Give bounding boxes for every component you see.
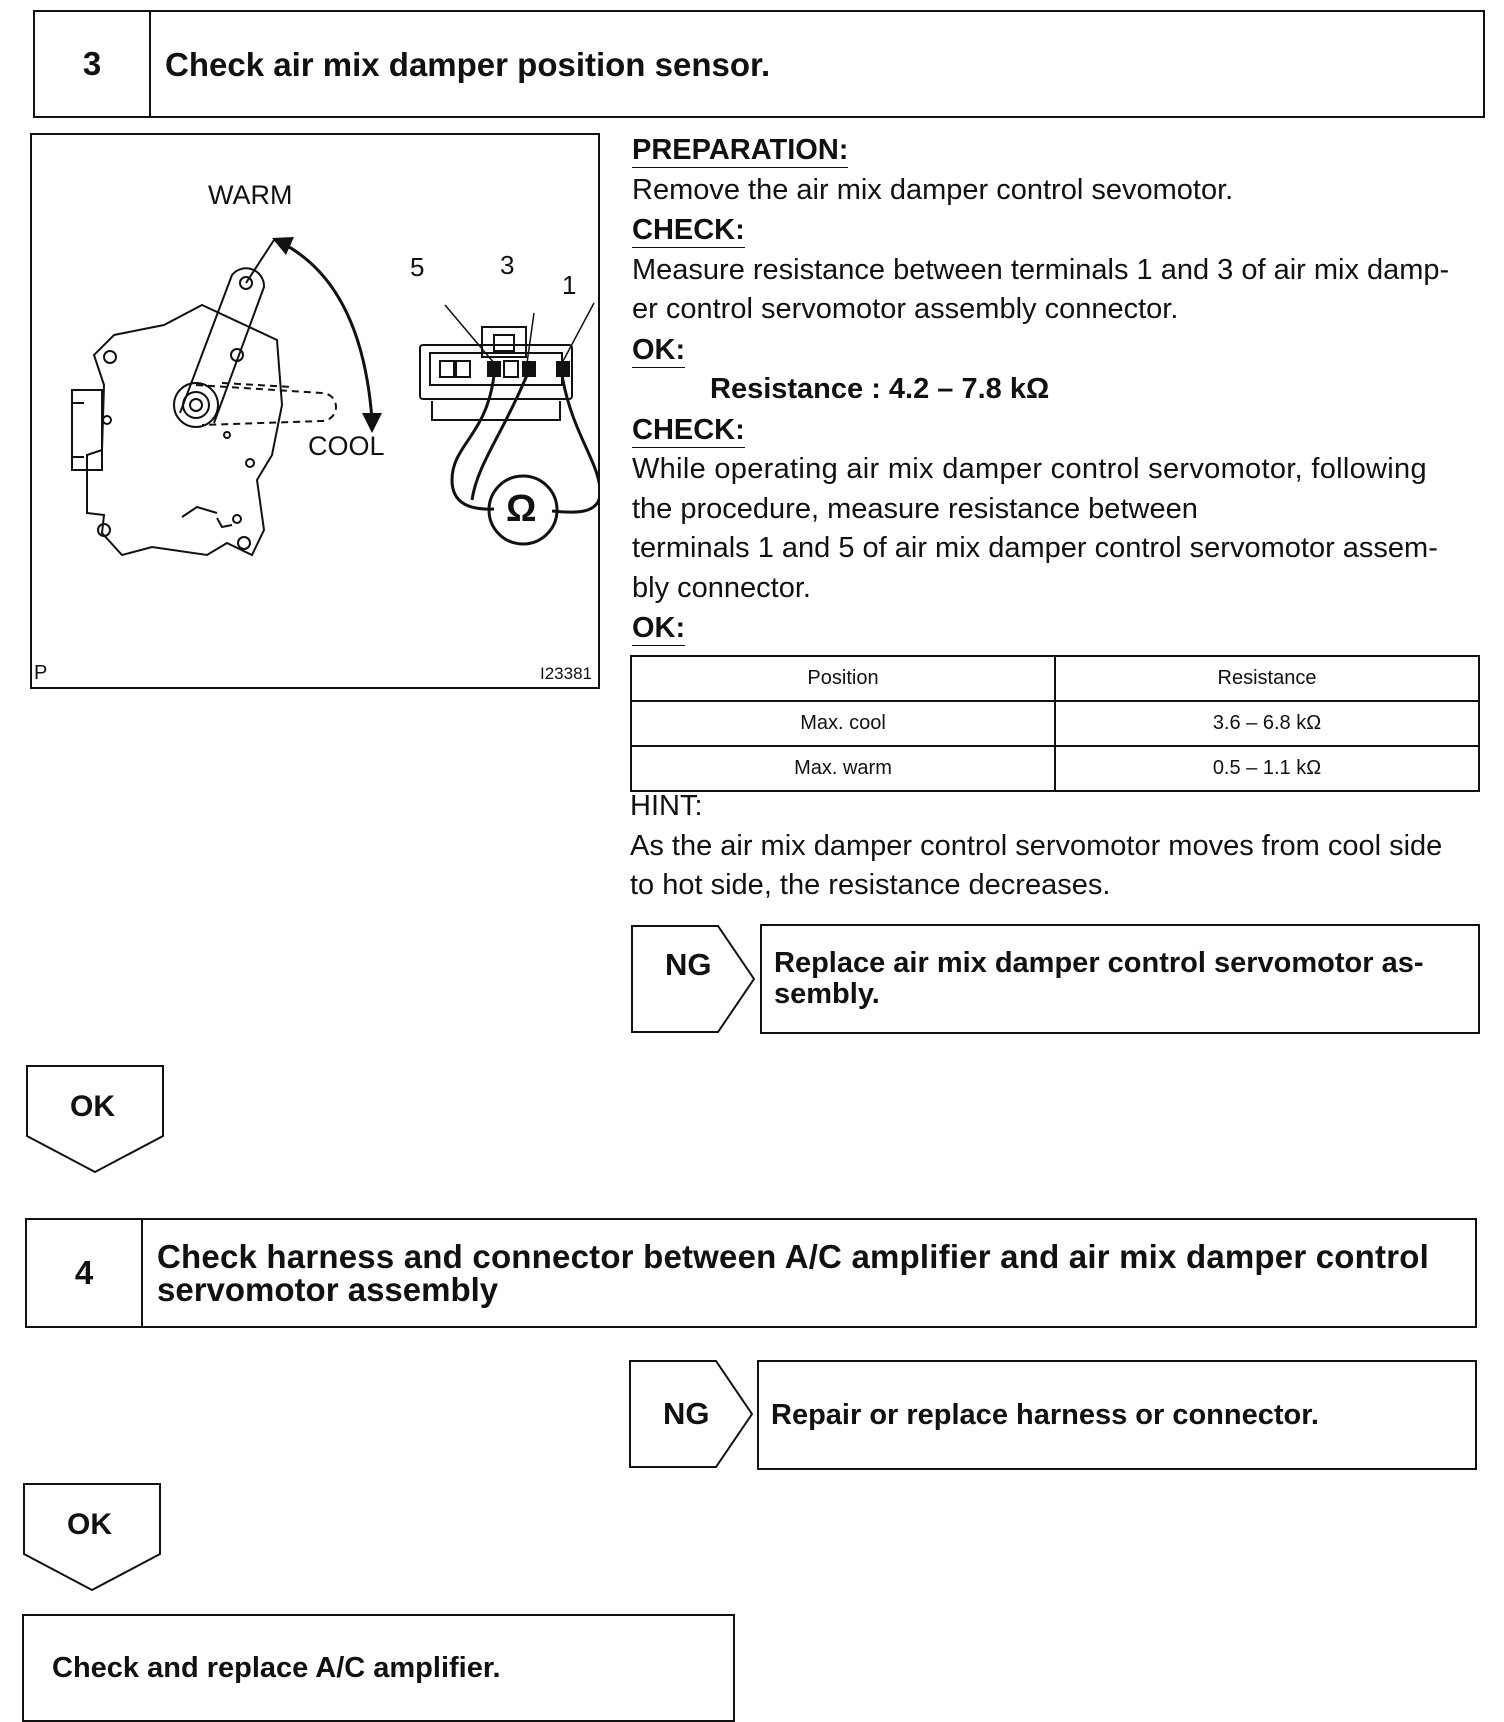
hint-text-line: As the air mix damper control servomotor moves from cool side <box>630 829 1443 862</box>
resistance-table-wrap <box>630 655 1480 792</box>
step-number: 3 <box>35 12 151 116</box>
hint-text-line: to hot side, the resistance decreases. <box>630 869 1111 901</box>
ok-heading: OK: <box>632 333 686 366</box>
check-heading: CHECK: <box>632 214 745 246</box>
preparation-text: Remove the air mix damper control sevomotor. <box>632 173 1234 206</box>
preparation-heading: PREPARATION: <box>632 134 849 166</box>
resistance-table <box>630 655 1480 792</box>
figure-id: I23381 <box>540 664 592 683</box>
ok-heading: OK: <box>632 612 686 644</box>
hint-heading: HINT: <box>630 790 703 822</box>
table-cell: Max. cool <box>631 701 1055 746</box>
step-3-header <box>33 10 1485 118</box>
check-text-line: terminals 1 and 5 of air mix damper control servomotor assem- <box>632 532 1438 564</box>
check-text-line: er control servomotor assembly connector. <box>632 293 1179 325</box>
table-header-row <box>631 656 1479 701</box>
terminal-label-5: 5 <box>410 252 425 282</box>
ng-action-line: Replace air mix damper control servomotor as- <box>774 947 1424 979</box>
table-row <box>631 701 1479 746</box>
ng-action-box <box>757 1360 1477 1470</box>
final-action-box <box>22 1614 735 1722</box>
table-cell: 3.6 – 6.8 kΩ <box>1055 701 1479 746</box>
ng-label: NG <box>663 1396 710 1431</box>
ng-label: NG <box>665 947 712 982</box>
check-text-line: bly connector. <box>632 571 811 604</box>
check-heading: CHECK: <box>632 413 745 446</box>
table-cell: 0.5 – 1.1 kΩ <box>1055 746 1479 791</box>
check-text-line: Measure resistance between terminals 1 and 3 of air mix damp- <box>632 253 1450 286</box>
step-title-line: Check harness and connector between A/C amplifier and air mix damper control <box>157 1238 1429 1275</box>
step-title: Check air mix damper position sensor. <box>165 45 771 83</box>
resistance-spec: Resistance : 4.2 – 7.8 kΩ <box>710 373 1050 405</box>
instructions <box>632 130 1482 649</box>
hint <box>630 787 1490 906</box>
servomotor-figure <box>30 133 600 689</box>
servomotor-diagram <box>32 135 598 687</box>
step-number: 4 <box>27 1220 143 1326</box>
ok-label: OK <box>67 1508 112 1541</box>
table-header-cell: Position <box>631 656 1055 701</box>
terminal-label-3: 3 <box>500 250 515 280</box>
ok-label: OK <box>70 1090 115 1123</box>
table-row <box>631 746 1479 791</box>
figure-corner-mark: P <box>34 662 48 684</box>
ng-action-line: sembly. <box>774 978 880 1010</box>
ng-action-box <box>760 924 1480 1034</box>
label-cool: COOL <box>308 431 385 461</box>
final-action-text: Check and replace A/C amplifier. <box>52 1651 501 1684</box>
ng-action-line: Repair or replace harness or connector. <box>771 1398 1319 1431</box>
check-text-line: While operating air mix damper control servomotor, following <box>632 453 1427 485</box>
step-title <box>143 1220 1475 1326</box>
ohm-symbol: Ω <box>506 488 537 530</box>
step-4-header <box>25 1218 1477 1328</box>
step-title-line: servomotor assembly <box>157 1271 499 1308</box>
table-header-cell: Resistance <box>1055 656 1479 701</box>
check-text-line: the procedure, measure resistance between <box>632 492 1198 525</box>
terminal-label-1: 1 <box>562 270 577 300</box>
label-warm: WARM <box>208 180 293 210</box>
table-cell: Max. warm <box>631 746 1055 791</box>
